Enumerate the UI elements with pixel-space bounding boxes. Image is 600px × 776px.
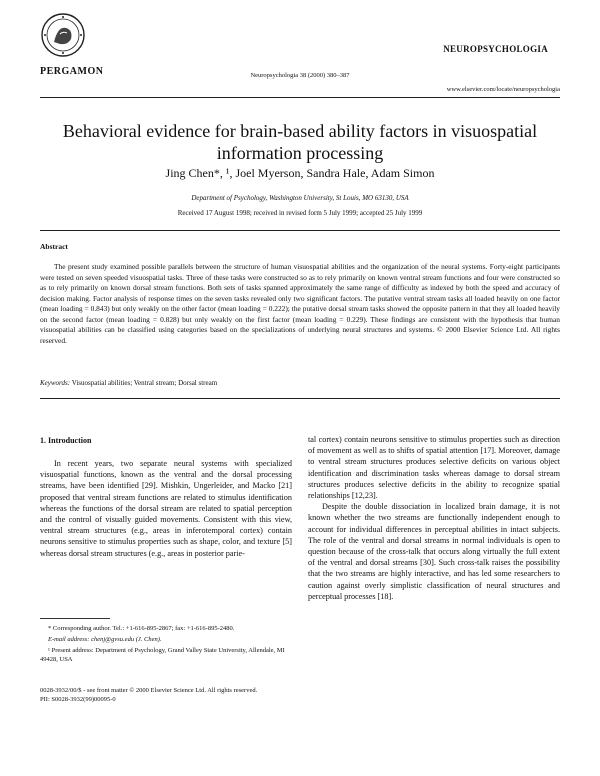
- article-title: Behavioral evidence for brain-based ability factors in visuospatial information processing: [62, 121, 538, 163]
- intro-paragraph-continued: tal cortex) contain neurons sensitive to stimulus properties such as direction of movement as well as to shifts of spatial attention [17]. Moreover, damage to ventral stream structures produces selective deficits on various object identification and discrimination tasks whereas damage to dorsal stream structures produces selective deficits in the ability to recognize spatial relationships [12,23].: [308, 435, 560, 501]
- abstract-text: The present study examined possible parallels between the structure of human visuospatial abilities and the organization of the neural systems. Forty-eight participants were tested on seven speeded visuospatial tasks. Three of these tasks were constructed so as to rely primarily on known ventral stream functions and four were constructed so as to rely primarily on known dorsal stream functions. Both sets of tasks spanned approximately the same range of difficulty as indexed by both the speed and accuracy of decision making. Factor analysis of response times on the seven tasks revealed only two significant factors. The putative ventral stream tasks all loaded heavily on one factor (mean loading = 0.843) but only weakly on the other factor (mean loading = 0.222); the putative dorsal stream tasks showed the opposite pattern in that they all loaded heavily on the second factor (mean loading = 0.828) but only weakly on the first factor (mean loading = 0.229). These findings are consistent with the hypothesis that human visuospatial abilities can be classified using categories based on the specializations of underlying neural structures and systems. © 2000 Elsevier Science Ltd. All rights reserved.: [40, 262, 560, 345]
- abstract-top-rule: [40, 230, 560, 231]
- article-authors: Jing Chen*, ¹, Joel Myerson, Sandra Hale, Adam Simon: [165, 166, 435, 180]
- abstract-heading: Abstract: [40, 242, 68, 251]
- publisher-seal-logo: [40, 12, 86, 58]
- section-heading-introduction: 1. Introduction: [40, 436, 92, 445]
- pii-line: PII: S0028-3932(99)00095-0: [40, 696, 116, 703]
- header-rule: [40, 97, 560, 98]
- copyright-line: 0028-3932/00/$ - see front matter © 2000 Elsevier Science Ltd. All rights reserved.: [40, 687, 258, 694]
- footnote-email: E-mail address: chenj@gvsu.edu (J. Chen).: [48, 636, 162, 643]
- right-column: [308, 434, 560, 602]
- left-column: [40, 458, 292, 559]
- publisher-name: PERGAMON: [40, 66, 104, 77]
- intro-paragraph-2: Despite the double dissociation in localized brain damage, it is not known whether the two streams are functionally independent enough to account for individual differences in perceptual abilities in intact subjects. The role of the ventral and dorsal streams in normal individuals is open to question because of the cross-talk that occurs along virtually the full extent of the ventral and dorsal streams [30]. Such cross-talk raises the possibility that the two streams are highly interactive, and has led some researchers to caution against overly simplistic classification of neural structures and perceptual processes [18].: [308, 502, 560, 601]
- keywords: [40, 379, 217, 387]
- article-dates: Received 17 August 1998; received in revised form 5 July 1999; accepted 25 July 1999: [177, 209, 423, 217]
- footnotes: [40, 624, 292, 666]
- author-affiliation: Department of Psychology, Washington University, St Louis, MO 63130, USA: [191, 194, 409, 202]
- footnote-corresponding: * Corresponding author. Tel.: +1-616-895-2867; fax: +1-616-895-2480.: [48, 625, 235, 632]
- footnote-rule: [40, 618, 110, 619]
- abstract-bottom-rule: [40, 398, 560, 399]
- keywords-label: Keywords:: [40, 379, 71, 387]
- intro-paragraph-1: In recent years, two separate neural systems with specialized visuospatial functions, known as the ventral and the dorsal processing streams, have been identified [29]. Mishkin, Ungerleider, and Macko [21] proposed that ventral stream functions are related to stimulus identification whereas the functions of the dorsal stream are related to spatial perception and the control of visually guided movements. Consistent with this view, ventral stream structures (e.g., areas in inferotemporal cortex) contain neurons sensitive to stimulus properties such as shape, color, and texture [5] whereas dorsal stream structures (e.g., areas in posterior parie-: [40, 459, 292, 558]
- journal-website: www.elsevier.com/locate/neuropsychologia: [446, 86, 560, 93]
- journal-name: NEUROPSYCHOLOGIA: [443, 44, 548, 54]
- copyright-block: [40, 686, 257, 704]
- journal-citation: Neuropsychologia 38 (2000) 380–387: [250, 72, 350, 79]
- footnote-present-address: ¹ Present address: Department of Psychology, Grand Valley State University, Allendale, MI 49428, USA: [40, 647, 285, 663]
- keywords-text: Visuospatial abilities; Ventral stream; Dorsal stream: [71, 379, 218, 387]
